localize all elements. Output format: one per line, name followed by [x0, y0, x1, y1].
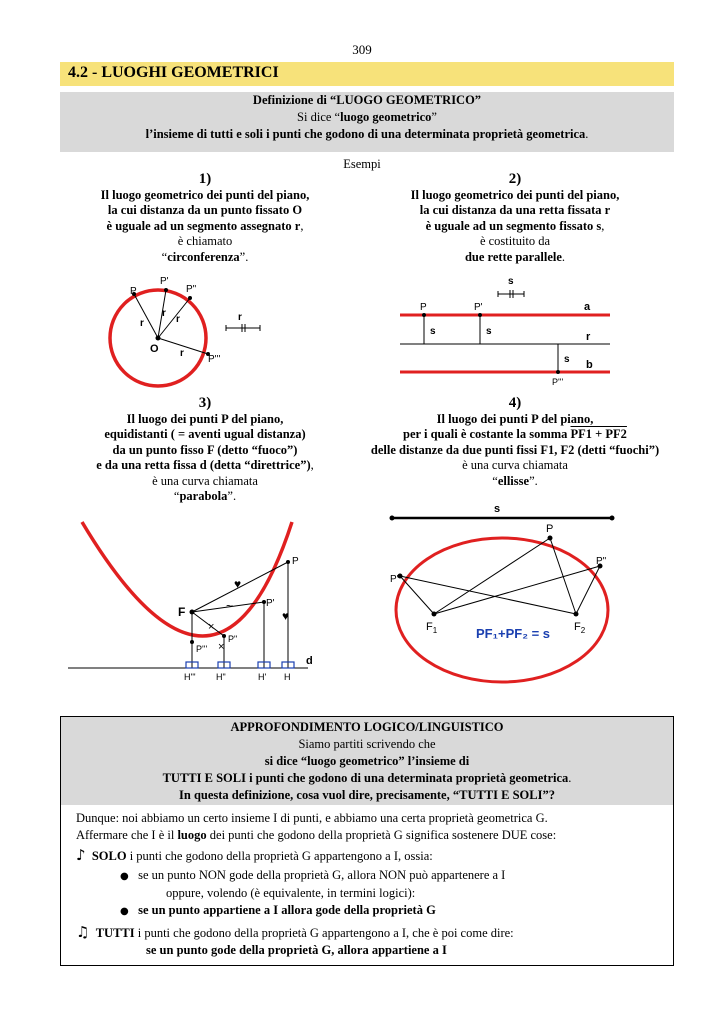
bullet-item-1: ● se un punto NON gode della proprietà G, allora NON può appartenere a I: [120, 867, 506, 882]
fig1-label-r3: r: [176, 314, 180, 325]
definition-heading: Definizione di “LUOGO GEOMETRICO”: [252, 93, 482, 107]
parallel-lines-figure: [396, 272, 616, 388]
fig4-label-s: s: [494, 503, 501, 515]
example2-number: 2): [508, 171, 522, 187]
example4-text: 4) Il luogo dei punti P del piano, per i quali è costante la somma PF1 + PF2 delle distanze da due punti fissi F1, F2 (detti “fuochi”) è una curva chiamata “ellisse”.: [340, 396, 690, 489]
tutti-line: ♫ TUTTI i punti che godono della proprietà G appartengono a I, che è poi come dire:: [76, 923, 514, 941]
example4-number: 4): [508, 395, 522, 411]
fig1-label-P: P: [130, 286, 137, 297]
circle-figure: [100, 272, 280, 400]
bullet-item-2: ● se un punto appartiene a I allora gode della proprietà G: [120, 902, 436, 917]
fig2-label-s2: s: [486, 326, 492, 337]
fig3-label-H2: H": [216, 672, 226, 682]
fig4-label-P: P: [546, 523, 554, 535]
body-paragraph-2: Affermare che I è il luogo dei punti che godono della proprietà G significa sostenere DUE cose:: [76, 827, 557, 842]
page-number: 309: [352, 42, 372, 57]
solo-line: ♪ SOLO i punti che godono della proprietà G appartengono a I, ossia:: [76, 846, 433, 864]
fig1-label-O: O: [150, 343, 159, 355]
approfondimento-heading: APPROFONDIMENTO LOGICO/LINGUISTICO: [230, 720, 504, 734]
fig3-label-F: F: [178, 605, 186, 619]
fig4-label-F2: $F_2$: [574, 621, 586, 635]
music-note-icon: ♪: [76, 846, 86, 864]
music-notes-icon: ♫: [76, 923, 90, 941]
fig2-label-r: r: [586, 331, 591, 343]
fig1-label-r1: r: [140, 318, 144, 329]
example1-number: 1): [198, 171, 212, 187]
fig1-segment-r: r: [238, 312, 242, 323]
example2-text: 2) Il luogo geometrico dei punti del piano, la cui distanza da una retta fissata r è uguale ad un segmento fissato s, è costituito da due rette parallele.: [360, 172, 670, 265]
parabola-figure: [68, 520, 328, 690]
approfondimento-body: [76, 810, 666, 958]
heart-mark-icon: ♥: [234, 577, 242, 591]
fig1-label-P1: P': [160, 276, 169, 287]
fig1-label-r2: r: [162, 308, 166, 319]
definition-line1: Si dice “luogo geometrico”: [297, 110, 437, 124]
section-title: 4.2 - LUOGHI GEOMETRICI: [68, 64, 279, 81]
fig3-label-H1: H': [258, 672, 267, 682]
fig1-label-r4: r: [180, 348, 184, 359]
fig3-label-P2: P": [228, 634, 238, 644]
fig1-label-P3: P''': [208, 354, 221, 365]
bullet-item-1b: oppure, volendo (è equivalente, in termini logici):: [166, 886, 416, 900]
fig3-label-H: H: [284, 672, 291, 682]
fig2-label-P: P: [420, 302, 427, 313]
bullet-icon: ●: [120, 905, 129, 917]
cross-mark-icon: ×: [208, 621, 215, 633]
fig2-label-s3: s: [564, 354, 570, 365]
fig2-label-P1: P': [474, 302, 483, 313]
sum-formula: PF1 + PF2: [570, 427, 627, 441]
fig3-label-d: d: [306, 655, 313, 667]
fig4-formula: PF₁+PF₂ = s: [476, 626, 551, 641]
fig3-label-P1: P': [266, 598, 275, 609]
approfondimento-header: APPROFONDIMENTO LOGICO/LINGUISTICO Siamo partiti scrivendo che si dice “luogo geometrico” l’insieme di TUTTI E SOLI i punti che godono di una determinata proprietà geometrica. In questa definizione, cosa vuol dire, precisamente, “TUTTI E SOLI”?: [61, 717, 673, 805]
fig3-label-P3: P''': [196, 644, 208, 654]
definition-line2: l’insieme di tutti e soli i punti che godono di una determinata proprietà geometrica.: [145, 127, 589, 141]
example1-text: 1) Il luogo geometrico dei punti del piano, la cui distanza da un punto fissato O è uguale ad un segmento assegnato r, è chiamato “circonferenza”.: [50, 172, 360, 265]
section-title-bar: [60, 62, 674, 86]
tutti-conclusion: se un punto gode della proprietà G, allora appartiene a I: [146, 942, 447, 957]
fig4-label-P1: P': [390, 574, 399, 585]
cross-mark-icon: ×: [218, 641, 225, 653]
fig4-label-P2: P": [596, 556, 607, 567]
fig3-label-P: P: [292, 556, 299, 567]
fig2-label-s: s: [508, 276, 514, 287]
fig2-label-a: a: [584, 301, 591, 313]
fig4-label-F1: $F_1$: [426, 621, 438, 635]
fig3-label-H3: H''': [184, 672, 196, 682]
heart-mark-icon: ♥: [282, 609, 290, 623]
fig1-label-P2: P": [186, 284, 197, 295]
example3-number: 3): [198, 395, 212, 411]
example3-text: 3) Il luogo dei punti P del piano, equidistanti ( = aventi ugual distanza) da un punto fisso F (detto “fuoco”) e da una retta fissa d (detta “direttrice”), è una curva chiamata “parabola”.: [50, 396, 360, 505]
fig2-label-P3: P''': [552, 377, 564, 387]
fig2-label-s1: s: [430, 326, 436, 337]
fig2-label-b: b: [586, 359, 593, 371]
bullet-icon: ●: [120, 870, 129, 882]
examples-label: Esempi: [343, 157, 381, 171]
body-paragraph-1: Dunque: noi abbiamo un certo insieme I di punti, e abbiamo una certa proprietà geometrica G.: [76, 811, 548, 825]
ellipse-figure: [384, 500, 624, 700]
definition-box: [60, 92, 674, 152]
tilde-mark-icon: ~: [226, 599, 234, 613]
